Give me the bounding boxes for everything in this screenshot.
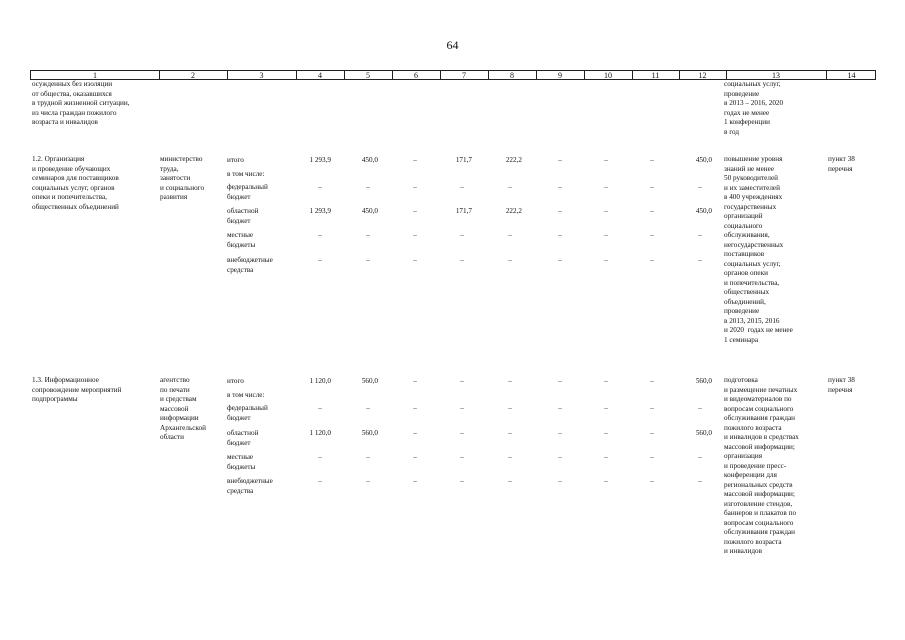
column-header-8: 8	[510, 71, 514, 80]
cell-col5: 560,0	[361, 377, 378, 385]
cell-col7: –	[460, 453, 464, 461]
event-name: 1.2. Организация и проведение обучающих семинаров для поставщиков социальных услуг, органов опеки и попечительства, общественных объединений	[32, 155, 119, 211]
column-header-10: 10	[604, 71, 612, 80]
page-number: 64	[446, 38, 459, 52]
cell-col12: 450,0	[695, 207, 712, 215]
column-header-5: 5	[366, 71, 370, 80]
source-offbudget: внебюджетные средства	[227, 256, 273, 274]
continuation-event-text: осужденных без изоляции от общества, оказавшихся в трудной жизненной ситуации, из числа граждан пожилого возраста и инвалидов	[32, 80, 130, 126]
cell-col7: 171,7	[455, 156, 472, 164]
cell-col10: –	[604, 477, 608, 485]
cell-col9: –	[558, 156, 562, 164]
cell-col10: –	[604, 377, 608, 385]
source-in-that-number: в том числе:	[227, 170, 265, 178]
executor: министерство труда, занятости и социального развития	[160, 155, 205, 201]
cell-col4: –	[318, 453, 322, 461]
cell-col8: –	[508, 256, 512, 264]
cell-col6: –	[413, 207, 417, 215]
cell-col9: –	[558, 377, 562, 385]
column-header-3: 3	[259, 71, 264, 80]
cell-col6: –	[413, 453, 417, 461]
cell-col4: –	[318, 477, 322, 485]
column-header-7: 7	[462, 71, 466, 80]
cell-col7: –	[460, 429, 464, 437]
expected-result: подготовка и размещение печатных и видеоматериалов по вопросам социального обслуживания граждан пожилого возраста и инвалидов в средствах массовой информации; организация и проведение пресс- конференции для региональных средств массовой информации; изготовление стендов, баннеров и плакатов по вопросам социального обслуживания граждан пожилого возраста и инвалидов	[724, 376, 799, 555]
cell-col4: 1 120,0	[309, 429, 331, 437]
cell-col5: 560,0	[361, 429, 378, 437]
cell-col10: –	[604, 183, 608, 191]
cell-col12: 450,0	[695, 156, 712, 164]
column-header-14: 14	[847, 71, 856, 80]
cell-col8: 222,2	[505, 207, 522, 215]
cell-col4: –	[318, 256, 322, 264]
column-header-11: 11	[651, 71, 660, 80]
cell-col5: –	[366, 183, 370, 191]
cell-col9: –	[558, 453, 562, 461]
source-itogo: итого	[227, 377, 244, 385]
cell-col12: 560,0	[695, 429, 712, 437]
source-itogo: итого	[227, 156, 244, 164]
reference: пункт 38 перечня	[828, 155, 855, 173]
cell-col10: –	[604, 429, 608, 437]
cell-col9: –	[558, 207, 562, 215]
source-federal: федеральный бюджет	[227, 404, 268, 422]
cell-col11: –	[650, 453, 654, 461]
cell-col8: –	[508, 477, 512, 485]
cell-col7: –	[460, 256, 464, 264]
cell-col9: –	[558, 183, 562, 191]
cell-col5: 450,0	[361, 156, 378, 164]
cell-col10: –	[604, 156, 608, 164]
cell-col11: –	[650, 404, 654, 412]
column-header-6: 6	[414, 71, 418, 80]
cell-col4: –	[318, 183, 322, 191]
cell-col11: –	[650, 256, 654, 264]
cell-col5: –	[366, 477, 370, 485]
reference: пункт 38 перечня	[828, 376, 855, 394]
cell-col9: –	[558, 256, 562, 264]
source-offbudget: внебюджетные средства	[227, 477, 273, 495]
cell-col12: –	[698, 256, 702, 264]
cell-col11: –	[650, 207, 654, 215]
source-oblast: областной бюджет	[227, 429, 259, 447]
cell-col7: –	[460, 183, 464, 191]
source-local: местные бюджеты	[227, 453, 256, 471]
cell-col4: –	[318, 404, 322, 412]
cell-col7: –	[460, 477, 464, 485]
cell-col11: –	[650, 156, 654, 164]
column-header-2: 2	[191, 71, 195, 80]
cell-col7: –	[460, 231, 464, 239]
column-header-1: 1	[93, 71, 97, 80]
cell-col5: –	[366, 404, 370, 412]
cell-col7: –	[460, 404, 464, 412]
cell-col6: –	[413, 377, 417, 385]
cell-col4: 1 120,0	[309, 377, 331, 385]
cell-col6: –	[413, 156, 417, 164]
column-header-row	[30, 70, 876, 80]
cell-col11: –	[650, 429, 654, 437]
continuation-result-text: социальных услуг, проведение в 2013 – 2016, 2020 годах не менее 1 конференции в год	[724, 80, 784, 136]
cell-col8: –	[508, 429, 512, 437]
cell-col6: –	[413, 183, 417, 191]
cell-col8: –	[508, 183, 512, 191]
cell-col6: –	[413, 404, 417, 412]
cell-col12: –	[698, 477, 702, 485]
source-federal: федеральный бюджет	[227, 183, 268, 201]
cell-col4: –	[318, 231, 322, 239]
source-in-that-number: в том числе:	[227, 391, 265, 399]
column-header-4: 4	[318, 71, 322, 80]
cell-col6: –	[413, 477, 417, 485]
cell-col8: –	[508, 377, 512, 385]
cell-col8: –	[508, 231, 512, 239]
cell-col9: –	[558, 477, 562, 485]
cell-col10: –	[604, 207, 608, 215]
column-header-9: 9	[558, 71, 562, 80]
cell-col5: –	[366, 453, 370, 461]
event-name: 1.3. Информационное сопровождение мероприятий подпрограммы	[32, 376, 122, 403]
cell-col12: –	[698, 404, 702, 412]
cell-col11: –	[650, 183, 654, 191]
cell-col9: –	[558, 404, 562, 412]
cell-col12: –	[698, 453, 702, 461]
cell-col9: –	[558, 429, 562, 437]
cell-col10: –	[604, 404, 608, 412]
cell-col4: 1 293,9	[309, 156, 331, 164]
cell-col10: –	[604, 231, 608, 239]
cell-col12: –	[698, 231, 702, 239]
cell-col4: 1 293,9	[309, 207, 331, 215]
source-oblast: областной бюджет	[227, 207, 259, 225]
cell-col8: –	[508, 453, 512, 461]
source-local: местные бюджеты	[227, 231, 256, 249]
cell-col6: –	[413, 256, 417, 264]
column-header-12: 12	[698, 71, 707, 80]
column-header-13: 13	[772, 71, 780, 80]
cell-col5: 450,0	[361, 207, 378, 215]
executor: агентство по печати и средствам массовой информации Архангельской области	[160, 376, 206, 441]
cell-col9: –	[558, 231, 562, 239]
cell-col8: –	[508, 404, 512, 412]
expected-result: повышение уровня знаний не менее 50 руководителей и их заместителей в 400 учреждениях государственных организаций социального обслуживания, негосударственных поставщиков социальных услуг, органов опеки и попечительства, общественных объединений, проведение в 2013, 2015, 2016 и 2020 годах не менее 1 семинара	[724, 155, 793, 344]
cell-col7: –	[460, 377, 464, 385]
cell-col10: –	[604, 256, 608, 264]
cell-col10: –	[604, 453, 608, 461]
cell-col5: –	[366, 256, 370, 264]
cell-col6: –	[413, 429, 417, 437]
cell-col7: 171,7	[455, 207, 472, 215]
cell-col11: –	[650, 477, 654, 485]
cell-col12: –	[698, 183, 702, 191]
cell-col12: 560,0	[695, 377, 712, 385]
cell-col8: 222,2	[505, 156, 522, 164]
cell-col11: –	[650, 231, 654, 239]
cell-col6: –	[413, 231, 417, 239]
cell-col5: –	[366, 231, 370, 239]
cell-col11: –	[650, 377, 654, 385]
